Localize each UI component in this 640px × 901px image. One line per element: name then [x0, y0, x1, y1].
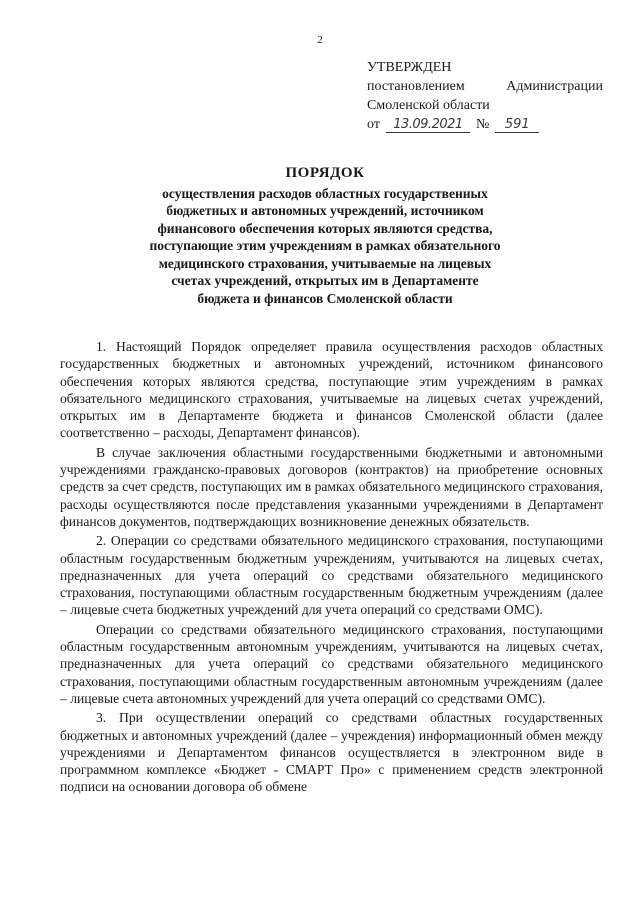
approval-region: Смоленской области [367, 98, 490, 113]
number-sign: № [475, 117, 490, 132]
handwritten-date: 13.09.2021 [386, 117, 470, 133]
body-paragraph: 1. Настоящий Порядок определяет правила осуществления расходов областных государственных бюджетных и автономных учреждений, источником финансового обеспечения которых являются средства, поступающие этим учреждениям в рамках обязательного медицинского страхования, учитываемые на лицевых счетах учреждений, открытых им в Департаменте бюджета и финансов Смоленской области (далее соответственно – расходы, Департамент финансов). [60, 339, 603, 441]
subtitle-line: бюджета и финансов Смоленской области [197, 290, 453, 306]
subtitle-line: поступающие этим учреждениям в рамках обязательного [149, 238, 501, 253]
subtitle-line: бюджетных и автономных учреждений, источником [166, 203, 484, 218]
document-body [60, 338, 603, 796]
handwritten-number: 591 [495, 117, 539, 133]
document-title: ПОРЯДОК [285, 165, 365, 181]
approval-line-2 [367, 77, 603, 96]
subtitle-line: счетах учреждений, открытых им в Департаменте [171, 273, 479, 288]
body-paragraph: Операции со средствами обязательного медицинского страхования, поступающими областным государственным автономным учреждениям, учитываются на лицевых счетах, предназначенных для учета операций со средствами обязательного медицинского страхования, поступающими областным государственным автономным учреждениям (далее – лицевые счета автономных учреждений для учета операций со средствами ОМС). [60, 621, 603, 706]
body-paragraph: В случае заключения областными государственными бюджетными и автономными учреждениями гражданско-правовых договоров (контрактов) на приобретение основных средств за счет средств, поступающих им в рамках обязательного медицинского страхования, расходы осуществляются после представления указанными учреждениями в Департамент финансов документов, подтверждающих возникновение денежных обязательств. [60, 444, 603, 529]
page-number: 2 [317, 34, 323, 46]
subtitle-line: медицинского страхования, учитываемые на лицевых [158, 255, 492, 271]
approval-date-number-line [367, 115, 603, 134]
approval-title: УТВЕРЖДЕН [367, 60, 452, 75]
body-paragraph: 3. При осуществлении операций со средствами областных государственных бюджетных и автономных учреждений (далее – учреждения) информационный обмен между учреждениями и Департаментом финансов осуществляется в электронном виде в программном комплексе «Бюджет - СМАРТ Про» с применением средств электронной подписи на основании договора об обмене [60, 710, 603, 795]
document-heading [100, 165, 550, 307]
subtitle-line: финансового обеспечения которых являются средства, [157, 220, 493, 236]
approval-resolution-word: постановлением [367, 79, 465, 94]
approval-stamp [367, 58, 603, 134]
approval-from-prefix: от [367, 117, 380, 132]
document-subtitle [100, 185, 550, 308]
approval-administration-word: Администрации [506, 79, 603, 94]
subtitle-line: осуществления расходов областных государственных [162, 185, 488, 201]
body-paragraph: 2. Операции со средствами обязательного медицинского страхования, поступающими областным государственным бюджетным учреждениям, учитываются на лицевых счетах, предназначенных для учета операций со средствами обязательного медицинского страхования, поступающими областным государственным бюджетным учреждениям (далее – лицевые счета бюджетных учреждений для учета операций со средствами ОМС). [60, 533, 603, 618]
